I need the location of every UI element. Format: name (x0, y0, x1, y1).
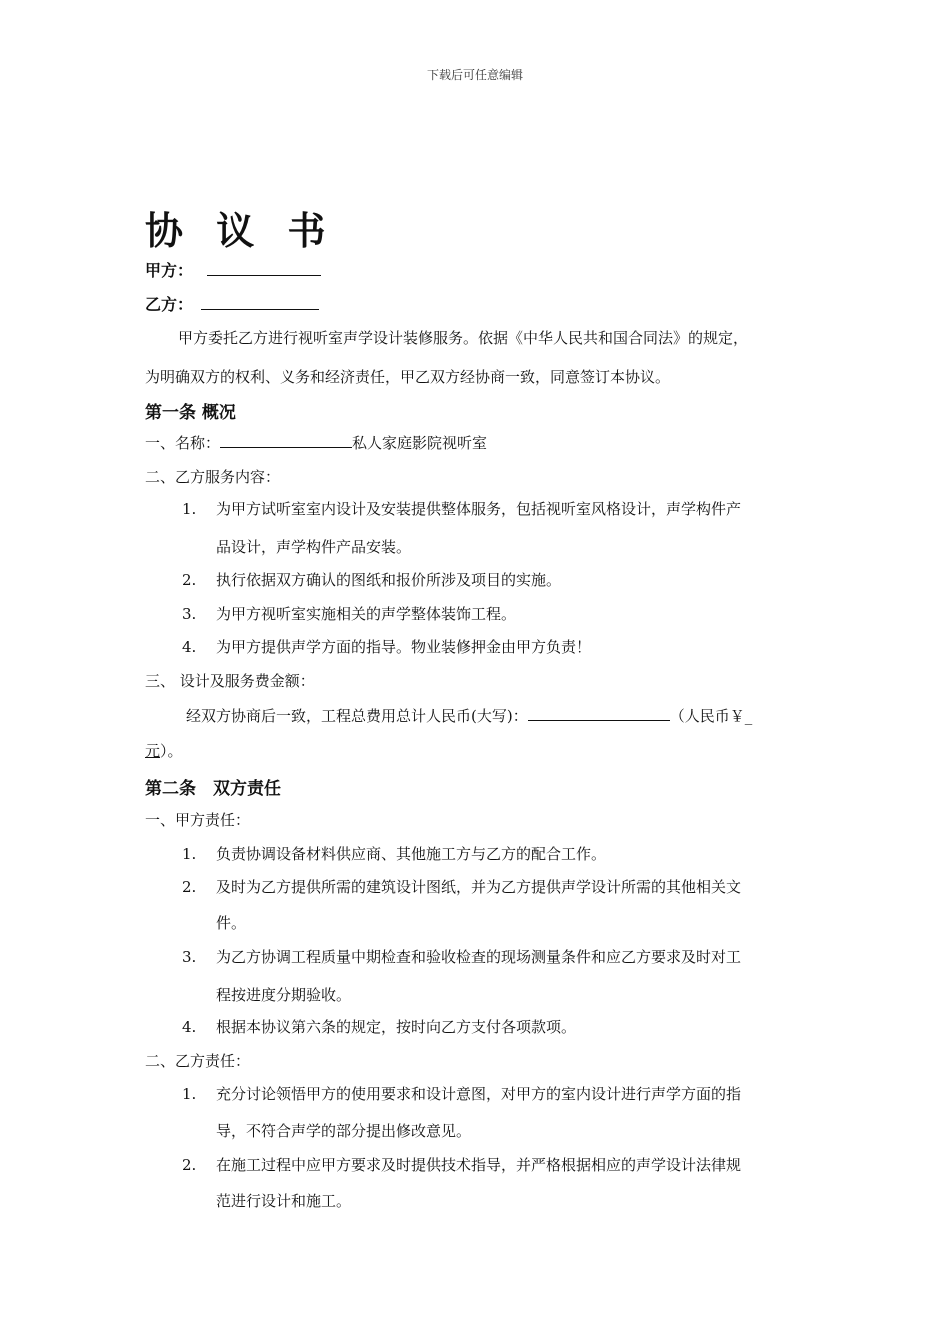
list-number: 4. (182, 638, 197, 656)
fee-line-2 (145, 740, 183, 761)
list-number: 2. (182, 1156, 197, 1174)
list-text: 为甲方视听室实施相关的声学整体装饰工程。 (216, 605, 517, 623)
intro-line-2: 为明确双方的权利、义务和经济责任，甲乙双方经协商一致，同意签订本协议。 (145, 368, 671, 386)
list-number: 1. (182, 1085, 197, 1103)
fee-blank (528, 706, 670, 721)
list-number: 3. (182, 948, 197, 966)
list-item-cont: 品设计，声学构件产品安装。 (216, 538, 412, 556)
party-b-duties-label: 二、乙方责任： (145, 1052, 251, 1070)
list-item (182, 876, 741, 897)
list-text: 执行依据双方确认的图纸和报价所涉及项目的实施。 (216, 571, 562, 589)
fee-text-end: （人民币￥_ (669, 707, 753, 725)
article-2-title: 第二条 双方责任 (145, 779, 281, 799)
list-item-cont: 程按进度分期验收。 (216, 986, 352, 1004)
list-text: 及时为乙方提供所需的建筑设计图纸，并为乙方提供声学设计所需的其他相关文 (216, 878, 742, 896)
party-b-label: 乙方： (145, 295, 194, 314)
party-a-label: 甲方： (145, 261, 194, 280)
list-text: 为甲方提供声学方面的指导。物业装修押金由甲方负责！ (216, 638, 592, 656)
list-item (182, 569, 561, 590)
list-text: 负责协调设备材料供应商、其他施工方与乙方的配合工作。 (216, 845, 607, 863)
list-item (182, 1016, 576, 1037)
list-text: 根据本协议第六条的规定，按时向乙方支付各项款项。 (216, 1018, 577, 1036)
list-number: 2. (182, 571, 197, 589)
document-title: 协 议 书 (145, 209, 336, 253)
list-item-cont: 范进行设计和施工。 (216, 1192, 352, 1210)
article-1-title: 第一条 概况 (145, 403, 236, 423)
list-number: 1. (182, 500, 197, 518)
list-item (182, 636, 591, 657)
intro-line-1: 甲方委托乙方进行视听室声学设计装修服务。依据《中华人民共和国合同法》的规定， (178, 329, 749, 347)
fee-label: 三、 设计及服务费金额： (145, 672, 315, 690)
fee-unit: 元 (145, 742, 161, 760)
list-item-cont: 件。 (216, 914, 247, 932)
name-line (145, 432, 487, 453)
service-label: 二、乙方服务内容： (145, 468, 281, 486)
page-header: 下载后可任意编辑 (426, 68, 523, 82)
list-item (182, 603, 516, 624)
list-text: 充分讨论领悟甲方的使用要求和设计意图，对甲方的室内设计进行声学方面的指 (216, 1085, 742, 1103)
party-b-blank (201, 295, 319, 310)
list-item (182, 1083, 741, 1104)
fee-text: 经双方协商后一致，工程总费用总计人民币(大写)： (186, 707, 528, 725)
list-item (182, 843, 606, 864)
list-item-cont: 导，不符合声学的部分提出修改意见。 (216, 1122, 472, 1140)
name-label: 一、名称： (145, 434, 221, 452)
list-item (182, 1154, 741, 1175)
fee-close: ）。 (160, 742, 183, 760)
party-b-line (145, 292, 319, 315)
party-a-blank (207, 261, 321, 276)
list-item (182, 498, 741, 519)
list-number: 1. (182, 845, 197, 863)
party-a-line (145, 258, 321, 281)
list-number: 2. (182, 878, 197, 896)
list-text: 在施工过程中应甲方要求及时提供技术指导，并严格根据相应的声学设计法律规 (216, 1156, 742, 1174)
party-a-duties-label: 一、甲方责任： (145, 811, 251, 829)
name-blank (220, 433, 352, 448)
list-text: 为乙方协调工程质量中期检查和验收检查的现场测量条件和应乙方要求及时对工 (216, 948, 742, 966)
list-item (182, 946, 741, 967)
list-number: 4. (182, 1018, 197, 1036)
name-value: 私人家庭影院视听室 (352, 434, 488, 452)
list-text: 为甲方试听室室内设计及安装提供整体服务，包括视听室风格设计，声学构件产 (216, 500, 742, 518)
fee-line-1 (186, 705, 752, 726)
list-number: 3. (182, 605, 197, 623)
